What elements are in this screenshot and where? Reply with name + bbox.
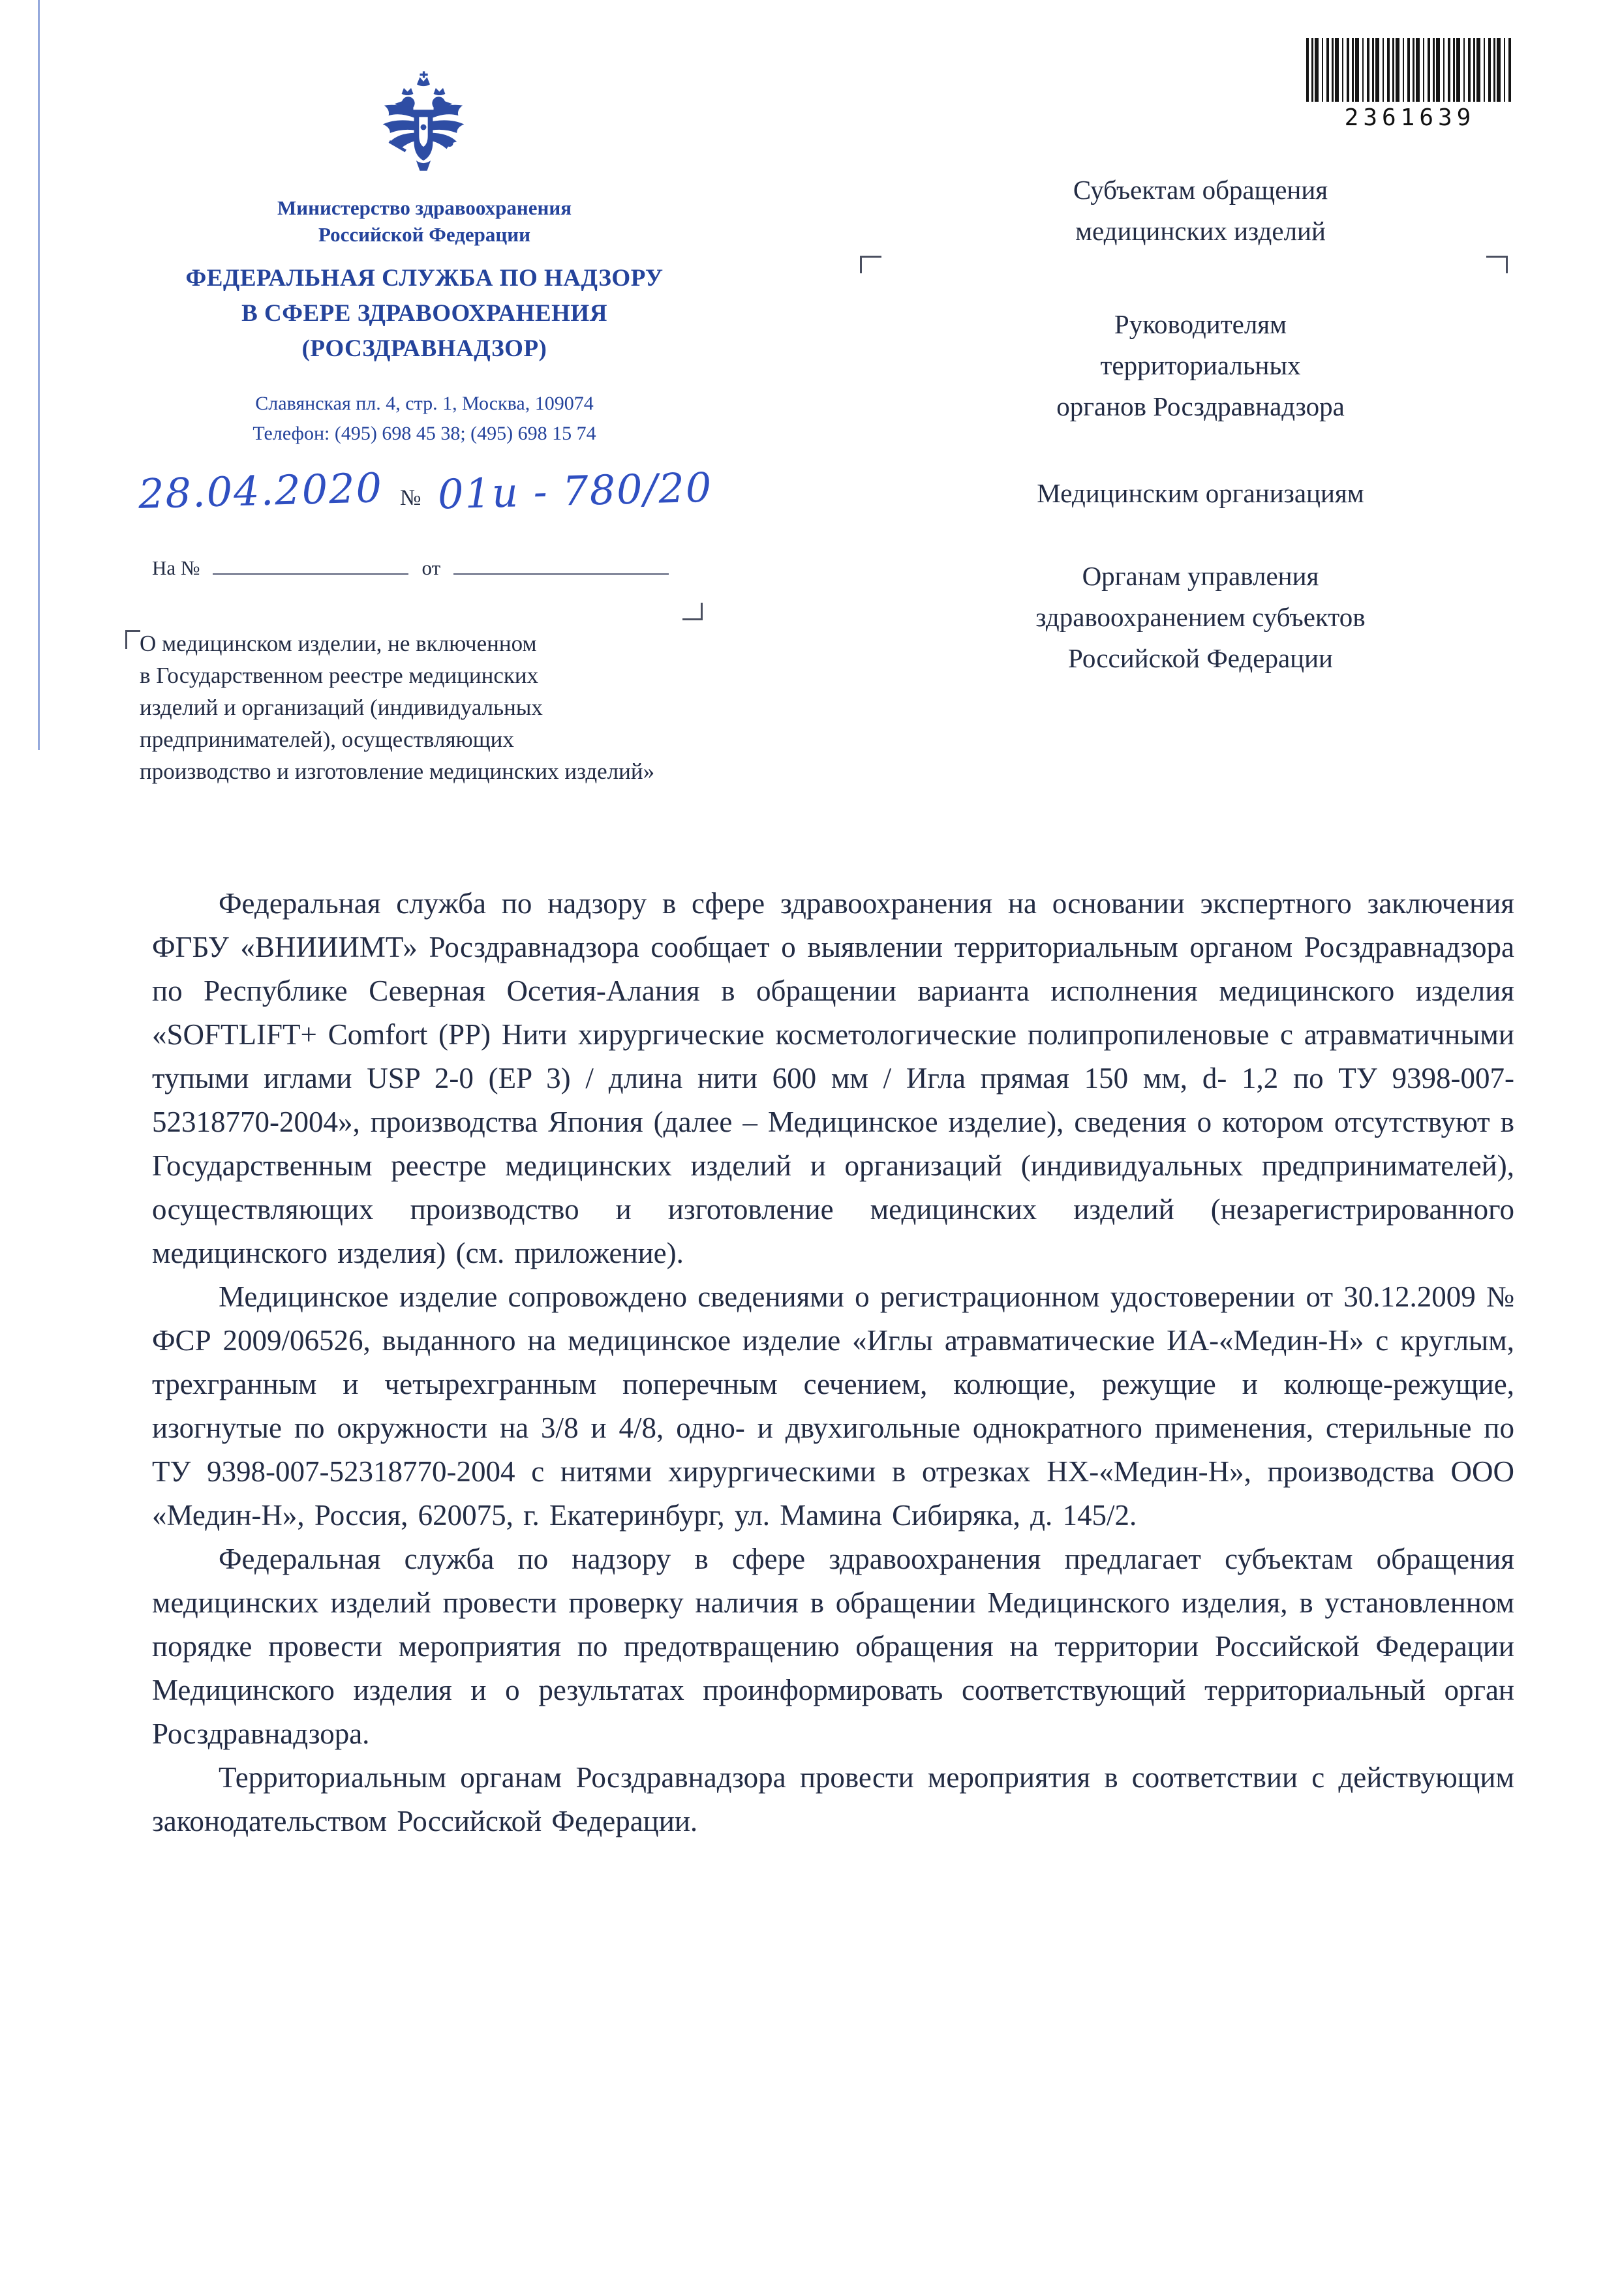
recipient-line: здравоохранением субъектов (1035, 602, 1366, 632)
ministry-name-line: Министерство здравоохранения (277, 196, 572, 219)
subject-line: изделий и организаций (индивидуальных (140, 695, 543, 720)
recipient-line: Медицинским организациям (1037, 478, 1364, 508)
service-name-line: (РОСЗДРАВНАДЗОР) (301, 335, 547, 362)
service-name-line: ФЕДЕРАЛЬНАЯ СЛУЖБА ПО НАДЗОРУ (185, 265, 664, 292)
body-paragraph: Медицинское изделие сопровождено сведениями о регистрационном удостоверении от 30.12.2009 № ФСР 2009/06526, выданного на медицинское изделие «Иглы атравматические ИА-«Медин-Н» с круглым, трехгранным и четырехгранным поперечным сечением, колющие, режущие и колюще-режущие, изогнутые по окружности на 3/8 и 4/8, одно- и двухигольные однократного применения, стерильные по ТУ 9398-007-52318770-2004 с нитями хирургическими в отрезках НХ-«Медин-Н», производства ООО «Медин-Н», Россия, 620075, г. Екатеринбург, ул. Мамина Сибиряка, д. 145/2. (152, 1280, 1514, 1532)
incoming-reference-row (152, 551, 669, 580)
body-paragraph: Территориальным органам Росздравнадзора провести мероприятия в соответствии с действующим законодательством Российской Федерации. (152, 1761, 1514, 1837)
ref-na-label: На № (152, 556, 200, 579)
subject-block (140, 627, 812, 787)
recipient (894, 304, 1507, 427)
barcode (1306, 38, 1514, 131)
barcode-number: 2361639 (1344, 104, 1476, 131)
number-sign: № (400, 486, 421, 510)
ref-ot-label: от (421, 556, 441, 579)
recipient (894, 556, 1507, 679)
corner-mark (682, 603, 703, 620)
recipient-line: Органам управления (1082, 561, 1319, 591)
body-paragraph: Федеральная служба по надзору в сфере здравоохранения предлагает субъектам обращения медицинских изделий провести проверку наличия в обращении Медицинского изделия, в установленном порядке провести мероприятия по предотвращению обращения на территории Российской Федерации Медицинского изделия и о результатах проинформировать соответствующий территориальный орган Росздравнадзора. (152, 1543, 1514, 1750)
recipient-line: Руководителям (1114, 309, 1287, 339)
corner-mark (860, 256, 881, 273)
address-line: Славянская пл. 4, стр. 1, Москва, 109074 (255, 393, 594, 414)
recipient-line: медицинских изделий (1075, 216, 1326, 246)
russian-coat-of-arms-icon (365, 68, 482, 187)
subject-line: О медицинском изделии, не включенном (140, 631, 537, 656)
body-paragraph: Федеральная служба по надзору в сфере здравоохранения на основании экспертного заключения ФГБУ «ВНИИИМТ» Росздравнадзора сообщает о выявлении территориальным органом Росздравнадзора по Республике Северная Осетия-Алания в обращении варианта исполнения медицинского изделия «SOFTLIFT+ Comfort (PP) Нити хирургические косметологические полипропиленовые с атравматичными тупыми иглами USP 2-0 (EP 3) / длина нити 600 мм / Игла прямая 150 мм, d- 1,2 по ТУ 9398-007-52318770-2004», производства Япония (далее – Медицинское изделие), сведения о котором отсутствуют в Государственным реестре медицинских изделий и организаций (индивидуальных предпринимателей), осуществляющих производство и изготовление медицинских изделий (незарегистрированного медицинского изделия) (см. приложение). (152, 887, 1514, 1269)
subject-line: предпринимателей), осуществляющих (140, 727, 514, 752)
phone-line: Телефон: (495) 698 45 38; (495) 698 15 74 (252, 423, 596, 444)
ref-number-blank (213, 551, 408, 575)
letterhead (129, 194, 720, 449)
recipient-line: Субъектам обращения (1073, 175, 1328, 205)
recipient (894, 473, 1507, 514)
recipient-line: органов Росздравнадзора (1056, 391, 1345, 421)
outgoing-reference-row (138, 463, 921, 519)
recipient-line: Российской Федерации (1068, 643, 1333, 673)
ministry-name-line: Российской Федерации (318, 223, 530, 246)
ref-date-blank (453, 551, 669, 575)
handwritten-date: 28.04.2020 (138, 464, 384, 518)
corner-mark (125, 630, 140, 649)
recipient-line: территориальных (1100, 350, 1301, 380)
service-name-line: В СФЕРЕ ЗДРАВООХРАНЕНИЯ (241, 300, 607, 327)
handwritten-document-number: 01и - 780/20 (437, 463, 714, 519)
letter-body (152, 882, 1514, 1843)
scan-artifact-line (38, 0, 40, 750)
recipients-block (894, 170, 1507, 679)
recipient (894, 170, 1507, 252)
subject-line: производство и изготовление медицинских изделий» (140, 759, 655, 784)
subject-line: в Государственном реестре медицинских (140, 663, 539, 688)
barcode-bars-icon (1306, 38, 1514, 102)
